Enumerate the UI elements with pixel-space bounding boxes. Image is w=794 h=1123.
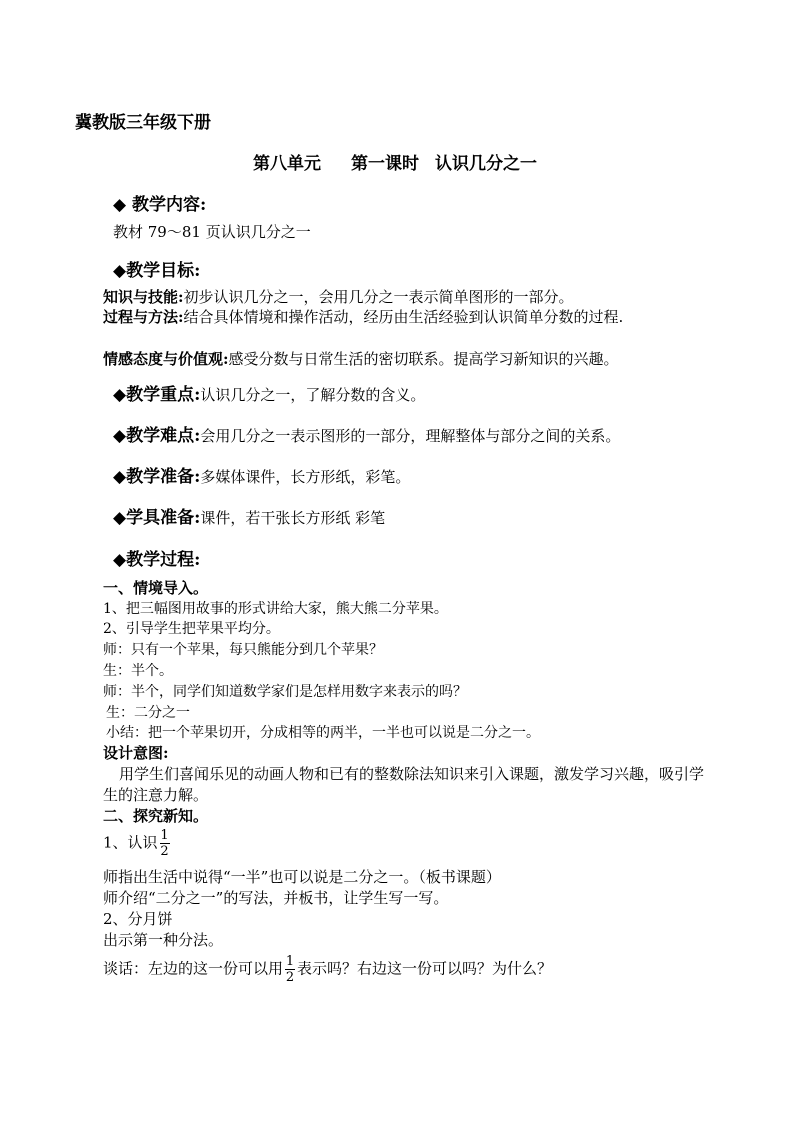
goal-attitude: 情感态度与价值观:感受分数与日常生活的密切联系。提高学习新知识的兴趣。 — [103, 350, 619, 368]
talk-line: 谈话：左边的这一份可以用 $\frac{1}{2}$ 表示吗？右边这一份可以吗？为什么？ — [103, 954, 553, 985]
process-line: 1、把三幅图用故事的形式讲给大家，熊大熊二分苹果。 — [103, 601, 448, 617]
fraction-one-half: $\frac{1}{2}$ — [160, 828, 169, 859]
process-line: 生：二分之一 — [106, 705, 190, 721]
section-student-prep: ◆学具准备:课件，若干张长方形纸 彩笔 — [113, 508, 386, 528]
lesson-period: 第一课时 — [351, 154, 419, 174]
item1-heading: 1、认识 $\frac{1}{2}$ — [103, 828, 169, 859]
section-prep: ◆教学准备:多媒体课件，长方形纸，彩笔。 — [113, 467, 411, 487]
process-line: 师：半个，同学们知道数学家们是怎样用数字来表示的吗？ — [103, 684, 467, 700]
diamond-icon: ◆ — [113, 385, 127, 405]
diamond-icon: ◆ — [113, 195, 127, 215]
book-title: 冀教版三年级下册 — [75, 113, 211, 133]
goal-process: 过程与方法:结合具体情境和操作活动，经历由生活经验到认识简单分数的过程. — [103, 308, 624, 326]
section-keypoints: ◆教学重点:认识几分之一，了解分数的含义。 — [113, 385, 426, 405]
process-line: 2、引导学生把苹果平均分。 — [103, 621, 280, 637]
design-text-2: 生的注意力解。 — [103, 786, 209, 804]
content-text: 教材 79～81 页认识几分之一 — [113, 223, 311, 241]
diamond-icon: ◆ — [113, 467, 127, 487]
lesson-unit: 第八单元 — [253, 154, 321, 174]
diamond-icon: ◆ — [113, 426, 127, 446]
process-line: 生：半个。 — [103, 663, 173, 679]
fraction-one-half: $\frac{1}{2}$ — [285, 954, 295, 985]
design-label: 设计意图: — [103, 744, 169, 762]
diamond-icon: ◆ — [113, 508, 127, 528]
design-text-1: 用学生们喜闻乐见的动画人物和已有的整数除法知识来引入课题，激发学习兴趣，吸引学 — [119, 765, 705, 783]
lesson-topic: 认识几分之一 — [435, 154, 537, 174]
item1-line: 师介绍“二分之一”的写法，并板书，让学生写一写。 — [103, 889, 449, 907]
lesson-title — [253, 149, 537, 174]
item2-show: 出示第一种分法。 — [103, 931, 224, 949]
section-difficulties: ◆教学难点:会用几分之一表示图形的一部分，理解整体与部分之间的关系。 — [113, 426, 621, 446]
part1-title: 一、情境导入。 — [103, 579, 209, 597]
section-goals-heading: ◆教学目标: — [113, 261, 201, 281]
item1-line: 师指出生活中说得“一半”也可以说是二分之一。（板书课题） — [103, 868, 501, 886]
item2-title: 2、分月饼 — [103, 910, 173, 928]
part2-title: 二、探究新知。 — [103, 807, 209, 825]
section-content-heading: ◆ 教学内容: — [113, 195, 207, 215]
process-line: 师：只有一个苹果，每只熊能分到几个苹果？ — [103, 642, 383, 658]
diamond-icon: ◆ — [113, 550, 127, 570]
section-process-heading: ◆教学过程: — [113, 550, 201, 570]
goal-knowledge: 知识与技能:初步认识几分之一，会用几分之一表示简单图形的一部分。 — [103, 288, 574, 306]
process-line: 小结：把一个苹果切开，分成相等的两半，一半也可以说是二分之一。 — [106, 725, 540, 741]
diamond-icon: ◆ — [113, 261, 127, 281]
